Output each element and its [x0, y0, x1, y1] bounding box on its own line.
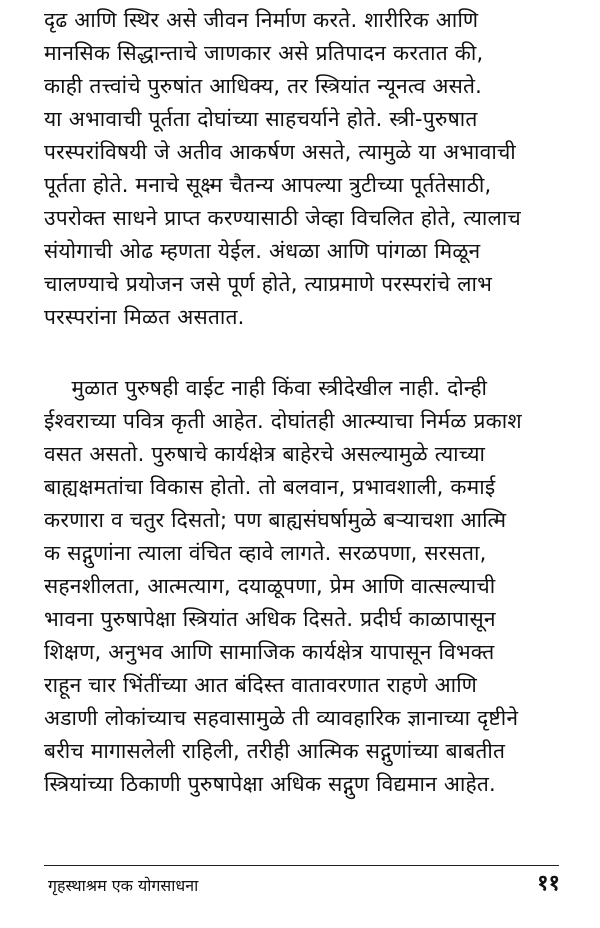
text-line: काही तत्त्वांचे पुरुषांत आधिक्य, तर स्त्रियांत न्यूनत्व असते.	[44, 74, 483, 98]
text-line: करणारा व चतुर दिसतो; पण बाह्यसंघर्षामुळे बऱ्याचशा आत्मि	[44, 508, 507, 532]
footer-divider	[44, 865, 559, 866]
page-number: ११	[537, 871, 560, 896]
text-line: संयोगाची ओढ म्हणता येईल. अंधळा आणि पांगळा मिळून	[44, 239, 481, 263]
text-line: या अभावाची पूर्तता दोघांच्या साहचर्याने होते. स्त्री-पुरुषात	[44, 107, 478, 131]
paragraph-2	[44, 372, 564, 801]
text-line: उपरोक्त साधने प्राप्त करण्यासाठी जेव्हा विचलित होते, त्यालाच	[44, 206, 521, 230]
text-line: चालण्याचे प्रयोजन जसे पूर्ण होते, त्याप्रमाणे परस्परांचे लाभ	[44, 272, 493, 296]
text-line: बाह्यक्षमतांचा विकास होतो. तो बलवान, प्रभावशाली, कमाई	[44, 475, 496, 499]
text-line: पूर्तता होते. मनाचे सूक्ष्म चैतन्य आपल्या त्रुटीच्या पूर्ततेसाठी,	[44, 173, 492, 197]
text-line: स्त्रियांच्या ठिकाणी पुरुषापेक्षा अधिक सद्गुण विद्यमान आहेत.	[44, 772, 496, 796]
text-line: दृढ आणि स्थिर असे जीवन निर्माण करते. शारीरिक आणि	[44, 8, 479, 32]
paragraph-1	[44, 4, 564, 334]
text-line: मानसिक सिद्धान्ताचे जाणकार असे प्रतिपादन करतात की,	[44, 41, 484, 65]
footer-book-title: गृहस्थाश्रम एक योगसाधना	[48, 876, 199, 895]
text-line: भावना पुरुषापेक्षा स्त्रियांत अधिक दिसते. प्रदीर्घ काळापासून	[44, 607, 496, 631]
text-line: अडाणी लोकांच्याच सहवासामुळे ती व्यावहारिक ज्ञानाच्या दृष्टीने	[44, 706, 519, 730]
text-line: बरीच मागासलेली राहिली, तरीही आत्मिक सद्गुणांच्या बाबतीत	[44, 739, 506, 763]
text-line: ईश्वराच्या पवित्र कृती आहेत. दोघांतही आत्म्याचा निर्मळ प्रकाश	[44, 409, 522, 433]
text-line: क सद्गुणांना त्याला वंचित व्हावे लागते. सरळपणा, सरसता,	[44, 541, 487, 565]
text-line: राहून चार भिंतींच्या आत बंदिस्त वातावरणात राहणे आणि	[44, 673, 478, 697]
text-line: वसत असतो. पुरुषाचे कार्यक्षेत्र बाहेरचे असल्यामुळे त्याच्या	[44, 442, 486, 466]
text-line: शिक्षण, अनुभव आणि सामाजिक कार्यक्षेत्र यापासून विभक्त	[44, 640, 495, 664]
text-line: मुळात पुरुषही वाईट नाही किंवा स्त्रीदेखील नाही. दोन्ही	[44, 376, 488, 400]
text-line: परस्परांना मिळत असतात.	[44, 305, 245, 329]
text-line: परस्परांविषयी जे अतीव आकर्षण असते, त्यामुळे या अभावाची	[44, 140, 516, 164]
text-line: सहनशीलता, आत्मत्याग, दयाळूपणा, प्रेम आणि वात्सल्याची	[44, 574, 496, 598]
